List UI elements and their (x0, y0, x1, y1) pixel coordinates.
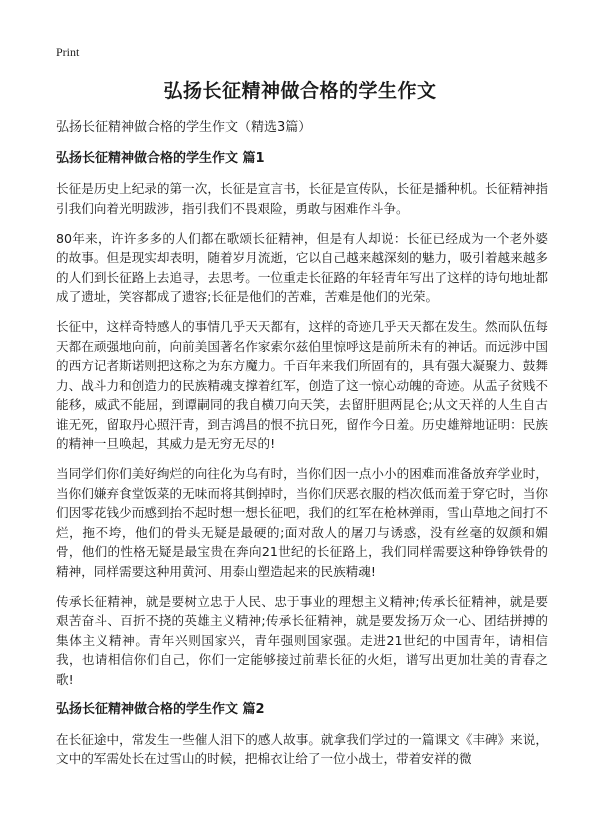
section-heading-2: 弘扬长征精神做合格的学生作文 篇2 (56, 701, 265, 717)
paragraph: 长征是历史上纪录的第一次，长征是宣言书，长征是宣传队，长征是播种机。长征精神指引我们向着光明跋涉，指引我们不畏艰险，勇敢与困难作斗争。 (56, 181, 548, 216)
paragraph: 传承长征精神，就是要树立忠于人民、忠于事业的理想主义精神;传承长征精神，就是要艰苦奋斗、百折不挠的英雄主义精神;传承长征精神，就是要发扬万众一心、团结拼搏的集体主义精神。青年兴则国家兴，青年强则国家强。走进21世纪的中国青年，请相信我，也请相信你们自己，你们一定能够接过前辈长征的火炬，谱写出更加壮美的青春之歌! (56, 593, 548, 687)
section-heading-1: 弘扬长征精神做合格的学生作文 篇1 (56, 151, 265, 166)
document-subtitle: 弘扬长征精神做合格的学生作文（精选3篇） (56, 120, 312, 135)
paragraph: 当同学们你们美好绚烂的向往化为乌有时，当你们因一点小小的困难而准备放弃学业时，当你们嫌弃食堂饭菜的无味而将其倒掉时，当你们厌恶衣服的档次低而羞于穿它时，当你们因零花钱少而感到抬不起时想一想长征吧，我们的红军在枪林弹雨，雪山草地之间打不烂，拖不垮，他们的骨头无疑是最硬的;面对敌人的屠刀与诱惑，没有丝毫的奴颜和媚骨，他们的性格无疑是最宝贵在奔向21世纪的长征路上，我们同样需要这种铮铮铁骨的精神，同样需要这种用黄河、用泰山塑造起来的民族精魂! (56, 466, 548, 579)
document-title: 弘扬长征精神做合格的学生作文 (163, 80, 437, 102)
paragraph: 80年来，许许多多的人们都在歌颂长征精神，但是有人却说：长征已经成为一个老外婆的故事。但是现实却表明，随着岁月流逝，它以自己越来越深刻的魅力，吸引着越来越多的人们到长征路上去追寻，去思考。一位重走长征路的年轻青年写出了这样的诗句地址都成了遗址，笑容都成了遗容;长征是他们的苦难，苦难是他们的光荣。 (56, 230, 548, 304)
print-link[interactable]: Print (56, 45, 80, 59)
paragraph: 长征中，这样奇特感人的事情几乎天天都有，这样的奇迹几乎天天都在发生。然而队伍每天都在顽强地向前，向前美国著名作家索尔兹伯里惊呼这是前所未有的神话。而远涉中国的西方记者斯诺则把这称之为东方魔力。千百年来我们所固有的，具有强大凝聚力、鼓舞力、战斗力和创造力的民族精魂支撑着红军，创造了这一惊心动魄的奇迹。从盂子贫贱不能移，威武不能屈，到谭嗣同的我自横刀向天笑，去留肝胆两昆仑;从文天祥的人生自古谁无死，留取丹心照汗青，到吉鸿昌的恨不抗日死，留作今日羞。历史雄辩地证明：民族的精神一旦唤起，其威力是无穷无尽的! (56, 319, 548, 451)
paragraph: 在长征途中，常发生一些催人泪下的感人故事。就拿我们学过的一篇课文《丰碑》来说，文中的军需处长在过雪山的时候，把棉衣让给了一位小战士，带着安祥的微 (56, 731, 548, 766)
document-body (56, 118, 548, 779)
